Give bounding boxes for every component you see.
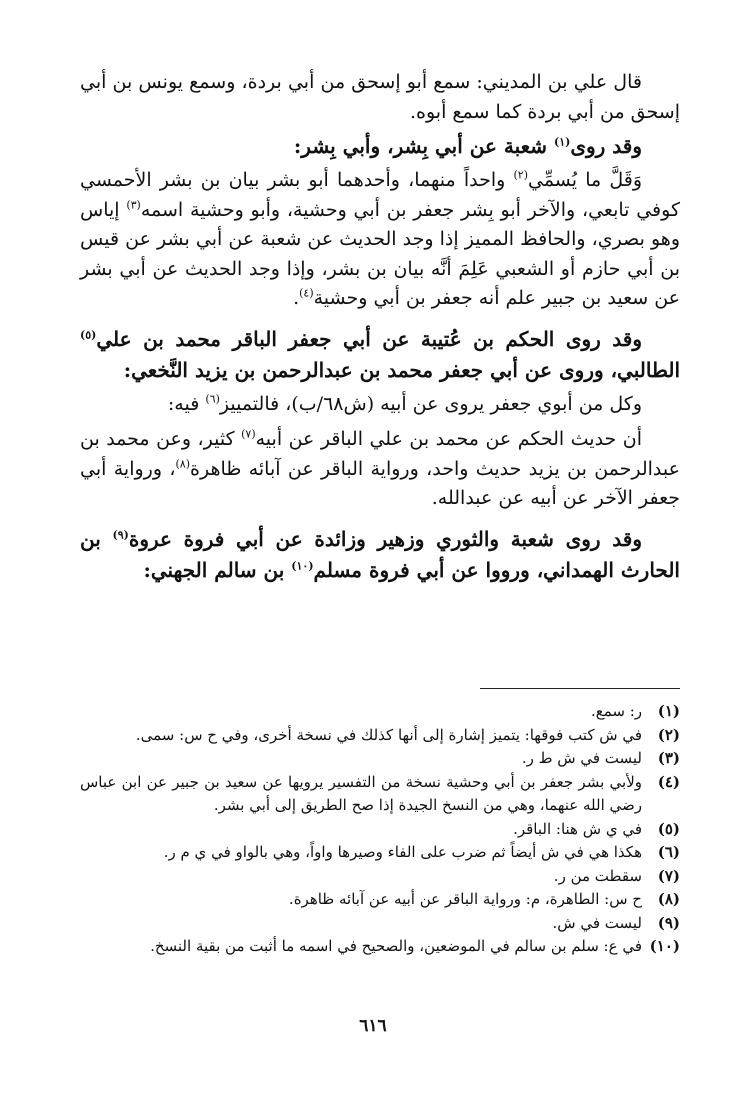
footnote-number: (٦) (657, 843, 680, 861)
footnote-number: (١٠) (649, 937, 680, 955)
footnote-text: ولأبي بشر جعفر بن أبي وحشية نسخة من التفسير يرويها عن سعيد بن جبير عن ابن عباس رضي الله عنهما، وهي من النسخ الجيدة إذا صح الطريق إلى أبي بشر. (80, 772, 642, 814)
heading-text: وقد روى (570, 134, 642, 158)
footnote-text: ليست في ش. (552, 913, 642, 932)
footnote-text: ح س: الطاهرة، م: ورواية الباقر عن أبيه عن آبائه ظاهرة. (288, 890, 642, 908)
footnote-item (80, 865, 680, 889)
paragraph-text: أن حديث الحكم عن محمد بن علي الباقر عن أبيه (255, 428, 642, 450)
paragraph-text: . (293, 287, 300, 309)
paragraph-4 (80, 425, 680, 514)
heading-3 (80, 524, 680, 586)
heading-text: وقد روى شعبة والثوري وزهير وزائدة عن أبي فروة عروة (128, 526, 642, 551)
footnote-text: ليست في ش ط ر. (521, 749, 642, 767)
footnote-number: (٤) (657, 772, 680, 791)
footnote-number: (٩) (657, 913, 680, 932)
main-text (80, 68, 680, 590)
footnote-item (80, 888, 680, 912)
heading-1 (80, 131, 680, 162)
footnote-text: في ي ش هنا: الباقر. (513, 819, 642, 838)
footnote-item (80, 771, 680, 818)
heading-text: وقد روى الحكم بن عُتيبة عن أبي جعفر الباقر محمد بن علي (96, 326, 642, 351)
heading-text: بن سالم الجهني: (143, 557, 292, 582)
page-number: ٦١٦ (359, 1016, 387, 1036)
footnote-text: ر: سمع. (590, 702, 642, 720)
paragraph-1 (80, 68, 680, 127)
paragraph-3 (80, 390, 680, 420)
footnote-ref[interactable]: (٦) (205, 392, 220, 406)
heading-text: بن الحارث الهمداني، ورووا عن أبي فروة مسلم (80, 526, 680, 582)
footnote-item (80, 912, 680, 936)
footnote-ref[interactable]: (٢) (513, 168, 528, 182)
footnote-ref[interactable]: (١) (553, 135, 571, 149)
footnote-item (80, 935, 680, 959)
footnote-item (80, 818, 680, 842)
footnote-ref[interactable]: (٧) (241, 427, 256, 441)
footnote-item (80, 724, 680, 748)
paragraph-text: واحداً منهما، وأحدهما أبو بشر بيان بن بشر الأحمسي كوفي تابعي، والآخر أبو بِشر جعفر بن أبي وحشية، وأبو وحشية اسمه (80, 169, 681, 221)
footnote-number: (٨) (657, 890, 680, 908)
footnote-ref[interactable]: (٤) (299, 286, 314, 300)
footnote-divider (480, 688, 680, 689)
footnote-number: (٧) (657, 866, 680, 885)
footnote-item (80, 841, 680, 865)
paragraph-text: قال علي بن المديني: سمع أبو إسحق من أبي بردة، وسمع يونس بن أبي إسحق من أبي بردة كما سمع أبوه. (80, 71, 680, 123)
heading-2 (80, 324, 680, 386)
footnote-item (80, 700, 680, 724)
footnote-number: (١) (657, 702, 680, 720)
footnote-ref[interactable]: (٩) (112, 527, 129, 541)
paragraph-text: وكل من أبوي جعفر يروى عن أبيه (ش٦٨/ب)، فالتمييز (219, 392, 642, 415)
footnote-number: (٢) (657, 725, 680, 744)
footnote-item (80, 747, 680, 771)
footnote-text: في ع: سلم بن سالم في الموضعين، والصحيح في اسمه ما أثبت من بقية النسخ. (150, 937, 642, 955)
footnote-number: (٥) (657, 819, 680, 838)
footnotes (80, 700, 680, 959)
heading-text: شعبة عن أبي بِشر، وأبي بِشر: (293, 134, 554, 158)
footnote-ref[interactable]: (٨) (175, 457, 190, 471)
paragraph-text: كثير، وعن محمد بن عبدالرحمن بن يزيد حديث واحد، ورواية الباقر عن آبائه ظاهرة (80, 428, 680, 480)
footnote-number: (٣) (657, 749, 680, 767)
paragraph-text: إياس وهو بصري، والحافظ المميز إذا وجد الحديث عن شعبة عن أبي بشر عن قيس بن أبي حازم أو الشعبي عَلِمَ أنَّه بيان بن بشر، وإذا وجد الحديث عن أبي بشر عن سعيد بن جبير علم أنه جعفر بن أبي وحشية (80, 198, 680, 309)
footnote-text: هكذا هي في ش أيضاً ثم ضرب على الفاء وصيرها واواً، وهي بالواو في ي م ر. (163, 843, 642, 861)
footnote-text: سقطت من ر. (553, 866, 642, 885)
footnote-ref[interactable]: (٣) (126, 198, 141, 212)
footnote-text: في ش كتب فوقها: يتميز إشارة إلى أنها كذلك في نسخة أخرى، وفي ح س: سمى. (135, 725, 642, 744)
heading-text: الطالبي، وروى عن أبي جعفر محمد بن عبدالرحمن بن يزيد النَّخعي: (123, 357, 680, 382)
footnote-ref[interactable]: (٥) (80, 327, 97, 341)
paragraph-text: ، ورواية أبي جعفر الآخر عن أبيه عن عبدالله. (80, 457, 680, 509)
paragraph-text: فيه: (167, 392, 206, 415)
paragraph-2 (80, 166, 680, 314)
footnote-ref[interactable]: (١٠) (291, 558, 314, 572)
paragraph-text: وَقَلَّ ما يُسمِّي (527, 169, 642, 191)
